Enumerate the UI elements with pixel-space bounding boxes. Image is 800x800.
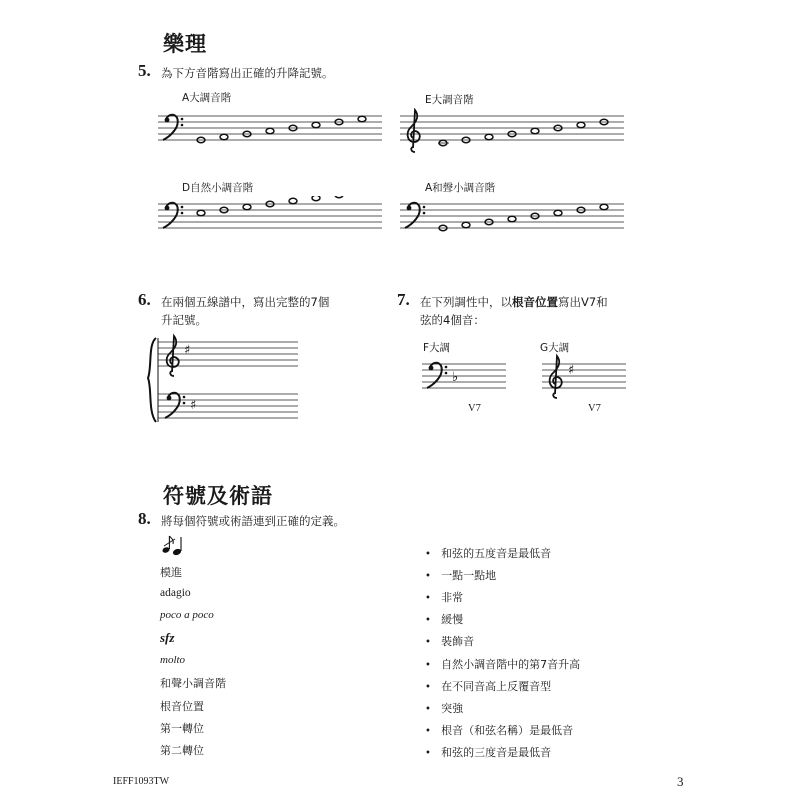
question-6-number: 6. [138,290,151,309]
sharp-icon: ♯ [568,363,575,378]
page-number: 3 [677,774,684,789]
grace-note-symbol [160,534,184,556]
definition-item: • 和弦的五度音是最低音 [425,547,552,560]
treble-clef-icon [550,356,562,398]
bullet-icon: • [425,637,431,648]
bullet-icon: • [425,549,431,560]
bullet-icon: • [425,615,431,626]
key-label-g-major: G大調 [540,342,570,354]
term-second-inversion: 第二轉位 [160,744,204,757]
term-harmonic-minor-scale: 和聲小調音階 [160,677,226,690]
staff-a-major-scale [158,108,384,152]
staff-a-harmonic-minor-scale [400,196,626,240]
term-first-inversion: 第一轉位 [160,722,204,735]
key-label-f-major: F大調 [423,342,451,354]
staff-f-major-v7 [422,356,508,396]
flat-icon: ♭ [452,370,459,385]
scale-label-a-major: A大調音階 [182,92,232,104]
definition-item: • 緩慢 [425,613,464,626]
question-7-number: 7. [397,290,410,309]
bass-clef-icon [165,393,185,418]
term-molto: molto [160,654,186,666]
bullet-icon: • [425,593,431,604]
term-sequence: 模進 [160,566,182,579]
term-sfz: sfz [160,630,175,645]
bullet-icon: • [425,704,431,715]
definition-item: • 裝飾音 [425,635,475,648]
chord-label-v7-g: V7 [588,403,601,414]
sharp-icon: ♯ [190,398,197,413]
brace-icon [148,338,156,422]
bullet-icon: • [425,726,431,737]
definition-item: • 和弦的三度音是最低音 [425,746,552,759]
definition-item: • 突強 [425,702,464,715]
staff-g-major-v7 [542,350,628,400]
chord-label-v7-f: V7 [468,403,481,414]
question-7-text-line2: 弦的4個音： [420,313,485,327]
definition-item: • 在不同音高上反覆音型 [425,680,552,693]
grand-staff-sharps [144,330,300,430]
definition-item: • 非常 [425,591,464,604]
question-6-text-line2: 升記號。 [161,313,207,327]
question-7-text-line1: 在下列調性中，以根音位置寫出V7和 [420,295,608,309]
question-5-text: 為下方音階寫出正確的升降記號。 [161,66,334,80]
definition-item: • 一點一點地 [425,569,497,582]
question-8-number: 8. [138,509,151,528]
term-root-position: 根音位置 [160,700,204,713]
bass-clef-icon [427,363,447,388]
question-5-number: 5. [138,61,151,80]
bullet-icon: • [425,748,431,759]
bullet-icon: • [425,571,431,582]
scale-label-a-harmonic-minor: A和聲小調音階 [425,182,496,194]
staff-e-major-scale [400,108,626,158]
footer-code: IEFF1093TW [113,776,170,787]
definition-item: • 根音（和弦名稱）是最低音 [425,724,574,737]
section-title-theory: 樂理 [163,32,207,56]
scale-label-e-major: E大調音階 [425,94,474,106]
bullet-icon: • [425,682,431,693]
bass-clef-icon [163,115,183,140]
scale-label-d-natural-minor: D自然小調音階 [182,182,254,194]
term-adagio: adagio [160,587,191,599]
section-title-symbols-terms: 符號及術語 [163,484,273,508]
staff-d-natural-minor-scale [158,196,384,240]
bass-clef-icon [163,203,183,228]
bass-clef-icon [405,203,425,228]
question-6-text-line1: 在兩個五線譜中，寫出完整的7個 [161,295,330,309]
sharp-icon: ♯ [184,343,191,358]
term-poco-a-poco: poco a poco [160,609,214,621]
bullet-icon: • [425,660,431,671]
definition-item: • 自然小調音階中的第7音升高 [425,658,581,671]
question-8-text: 將每個符號或術語連到正確的定義。 [161,514,345,528]
